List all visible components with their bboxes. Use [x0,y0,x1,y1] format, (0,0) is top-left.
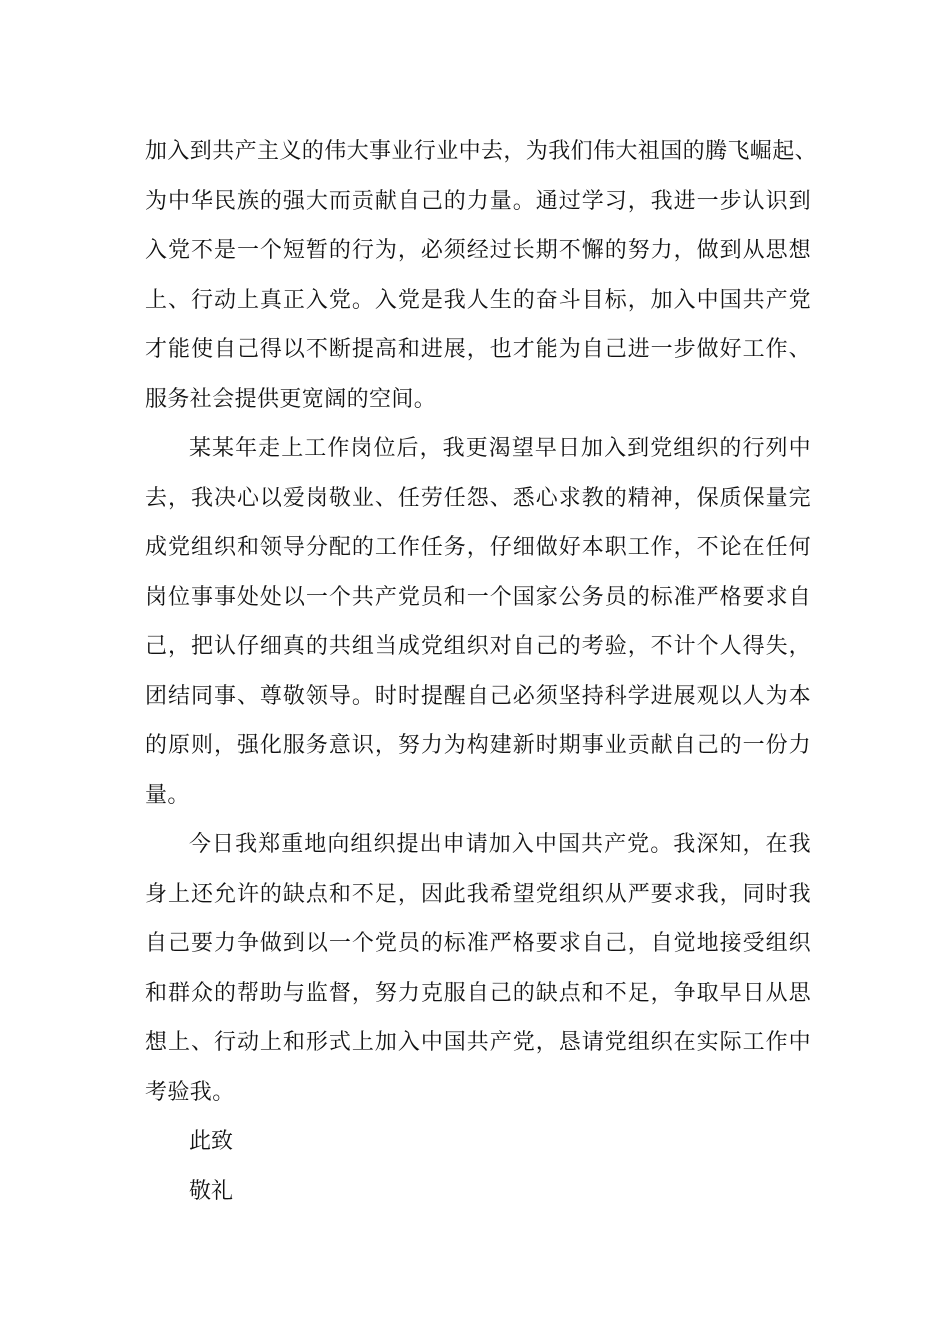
text-line: 自己要力争做到以一个党员的标准严格要求自己，自觉地接受组织 [145,931,811,956]
text-line: 量。 [145,782,190,808]
text-line: 为中华民族的强大而贡献自己的力量。通过学习，我进一步认识到 [145,188,811,214]
text-line: 今日我郑重地向组织提出申请加入中国共产党。我深知，在我 [189,832,811,857]
closing-salutation: 此致 [189,1129,234,1154]
text-line: 入党不是一个短暂的行为，必须经过长期不懈的努力，做到从思想 [145,238,811,263]
text-line: 和群众的帮助与监督，努力克服自己的缺点和不足，争取早日从思 [145,980,811,1006]
text-line: 己，把认仔细真的共组当成党组织对自己的考验，不计个人得失， [145,634,811,659]
text-line: 岗位事事处处以一个共产党员和一个国家公务员的标准严格要求自 [145,584,811,610]
text-line: 的原则，强化服务意识，努力为构建新时期事业贡献自己的一份力 [145,733,811,758]
text-line: 团结同事、尊敬领导。时时提醒自己必须坚持科学进展观以人为本 [145,683,811,709]
closing-block [145,1117,811,1216]
text-line: 成党组织和领导分配的工作任务，仔细做好本职工作，不论在任何 [145,535,811,560]
document-body [145,127,818,1117]
text-line: 考验我。 [145,1079,235,1105]
text-line: 才能使自己得以不断提高和进展，也才能为自己进一步做好工作、 [145,337,811,362]
text-line: 某某年走上工作岗位后，我更渴望早日加入到党组织的行列中 [189,436,811,461]
text-line: 身上还允许的缺点和不足，因此我希望党组织从严要求我，同时我 [145,881,811,907]
paragraph-2 [145,424,811,820]
text-line: 想上、行动上和形式上加入中国共产党，恳请党组织在实际工作中 [145,1030,811,1055]
paragraph-1 [145,127,818,424]
text-line: 服务社会提供更宽阔的空间。 [145,386,437,412]
document-page [145,127,818,1216]
text-line: 加入到共产主义的伟大事业行业中去，为我们伟大祖国的腾飞崛起、 [145,139,818,164]
text-line: 去，我决心以爱岗敬业、任劳任怨、悉心求教的精神，保质保量完 [145,485,811,511]
text-line: 上、行动上真正入党。入党是我人生的奋斗目标，加入中国共产党 [145,287,811,313]
paragraph-3 [145,820,811,1117]
closing-regards: 敬礼 [189,1178,234,1204]
